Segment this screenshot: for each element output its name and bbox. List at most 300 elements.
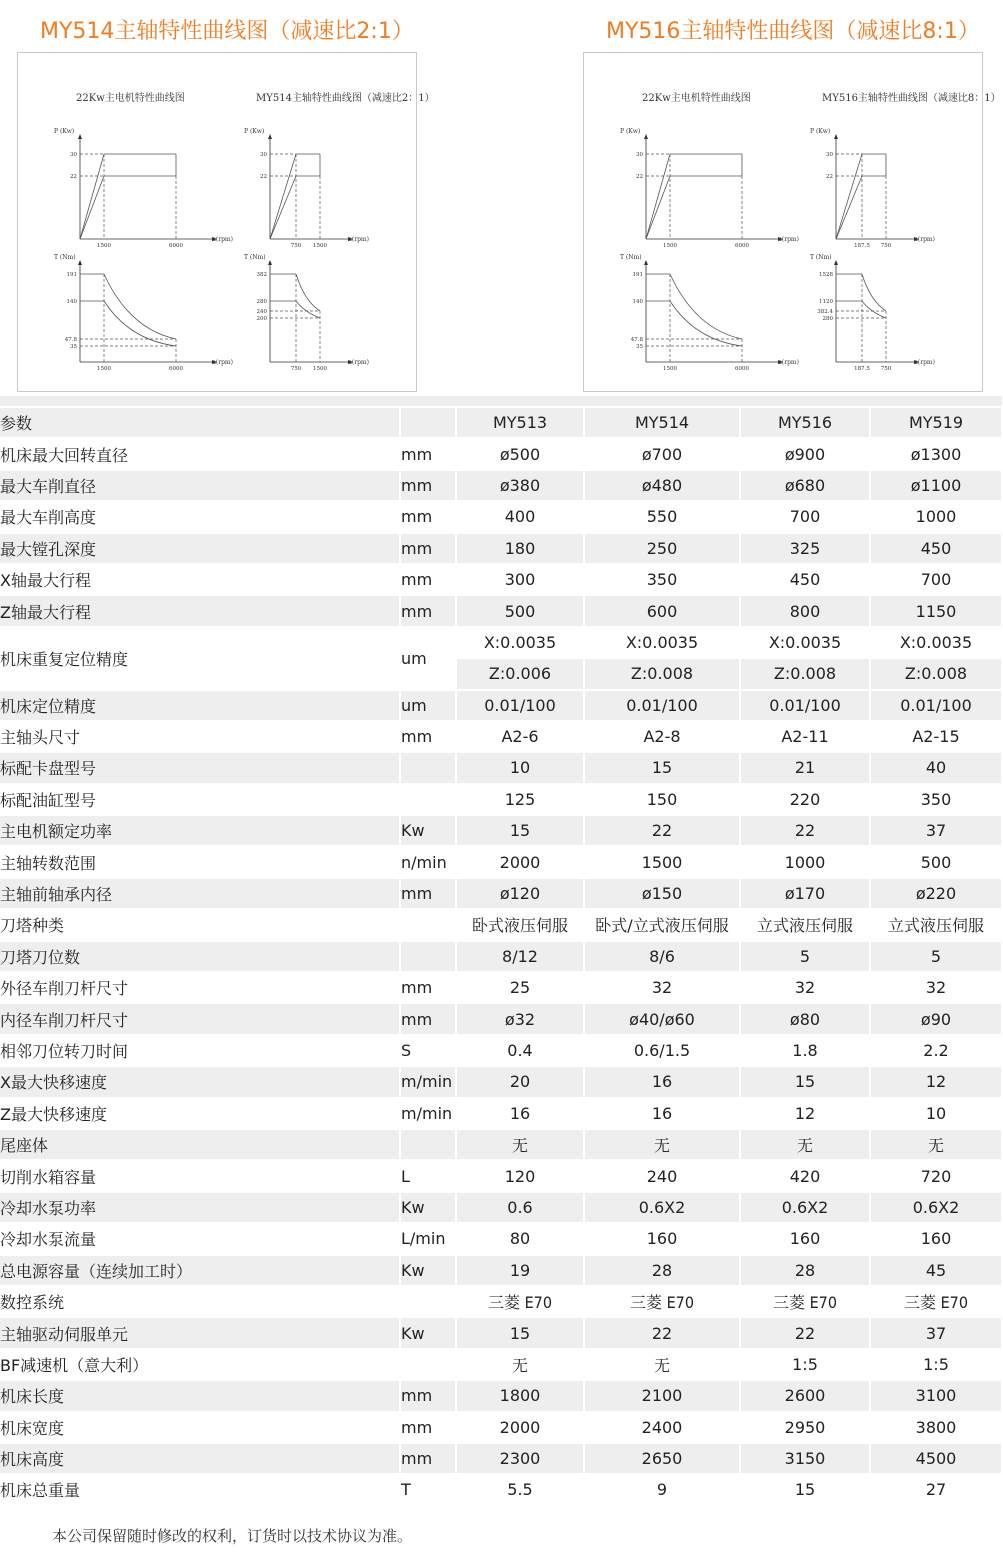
y-tick-label: 191 xyxy=(632,272,643,278)
table-row xyxy=(0,909,1002,940)
param-value: 0.6 xyxy=(456,1192,584,1223)
param-value: 5 xyxy=(870,941,1002,972)
param-value: ø900 xyxy=(740,438,870,469)
param-value: 三菱 E70 xyxy=(740,1286,870,1317)
y-tick-label: 22 xyxy=(70,174,77,180)
table-row xyxy=(0,721,1002,752)
y-tick-label: 30 xyxy=(70,152,77,158)
table-row xyxy=(0,1317,1002,1348)
param-value: 120 xyxy=(456,1160,584,1191)
param-value: 700 xyxy=(870,564,1002,595)
param-value: 立式液压伺服 xyxy=(870,909,1002,940)
table-row xyxy=(0,784,1002,815)
param-value: 180 xyxy=(456,533,584,564)
param-name: 刀塔刀位数 xyxy=(0,941,400,972)
param-value: 三菱 E70 xyxy=(870,1286,1002,1317)
param-name: 最大车削直径 xyxy=(0,470,400,501)
param-unit: mm xyxy=(400,1380,456,1411)
param-name: 最大车削高度 xyxy=(0,501,400,532)
y-tick-label: 22 xyxy=(636,174,643,180)
chart-panel-svg xyxy=(18,53,435,391)
param-value: 2000 xyxy=(456,846,584,877)
param-value: 15 xyxy=(584,752,740,783)
x-axis-label: n(rpm) xyxy=(914,236,935,243)
param-value: 0.6X2 xyxy=(740,1192,870,1223)
power-line-22 xyxy=(836,176,862,239)
table-row xyxy=(0,690,1002,721)
param-name: 机床总重量 xyxy=(0,1474,400,1505)
param-name: 总电源容量（连续加工时） xyxy=(0,1255,400,1286)
param-value: 15 xyxy=(456,815,584,846)
table-row xyxy=(0,1003,1002,1034)
param-unit: Kw xyxy=(400,1317,456,1348)
param-value: 37 xyxy=(870,815,1002,846)
param-value: ø1100 xyxy=(870,470,1002,501)
param-value-x: X:0.0035 xyxy=(740,627,870,658)
left-chart-title: MY514主轴特性曲线图（减速比2:1） xyxy=(40,19,414,44)
param-value: 32 xyxy=(584,972,740,1003)
model-header: MY516 xyxy=(740,408,870,438)
param-value: 1:5 xyxy=(870,1349,1002,1380)
power-line-30 xyxy=(80,154,104,239)
param-value: 三菱 E70 xyxy=(456,1286,584,1317)
param-unit: Kw xyxy=(400,1192,456,1223)
y-tick-label: 280 xyxy=(822,316,833,322)
y-tick-label: 1528 xyxy=(819,272,833,278)
param-name: 机床高度 xyxy=(0,1443,400,1474)
param-name: 内径车削刀杆尺寸 xyxy=(0,1003,400,1034)
power-axis-label: P (Kw) xyxy=(810,128,831,135)
chart-title: 22Kw主电机特性曲线图 xyxy=(76,93,185,104)
param-value: 无 xyxy=(584,1129,740,1160)
model-header: MY519 xyxy=(870,408,1002,438)
param-value: 1500 xyxy=(584,846,740,877)
table-row xyxy=(0,1192,1002,1223)
param-value-z: Z:0.006 xyxy=(456,658,584,689)
param-value: 25 xyxy=(456,972,584,1003)
y-arrow xyxy=(834,134,838,139)
torque-axis-label: T (Nm) xyxy=(620,254,642,261)
table-row xyxy=(0,1255,1002,1286)
param-value: 450 xyxy=(740,564,870,595)
param-name: 机床重复定位精度 xyxy=(0,627,400,690)
param-value: 1.8 xyxy=(740,1035,870,1066)
param-value: 80 xyxy=(456,1223,584,1254)
param-name: 主轴前轴承内径 xyxy=(0,878,400,909)
param-value: 0.6/1.5 xyxy=(584,1035,740,1066)
param-unit: n/min xyxy=(400,846,456,877)
torque-curve-low xyxy=(296,301,320,318)
param-value: 22 xyxy=(740,815,870,846)
param-value: 300 xyxy=(456,564,584,595)
param-value: 12 xyxy=(740,1098,870,1129)
param-value: 0.6X2 xyxy=(584,1192,740,1223)
param-value: 无 xyxy=(584,1349,740,1380)
param-value: ø32 xyxy=(456,1003,584,1034)
param-value: 125 xyxy=(456,784,584,815)
param-value: 27 xyxy=(870,1474,1002,1505)
param-value: 800 xyxy=(740,595,870,626)
x-tick-label: 187.5 xyxy=(854,243,870,249)
param-value: 28 xyxy=(584,1255,740,1286)
param-name: 主轴头尺寸 xyxy=(0,721,400,752)
param-value: 2.2 xyxy=(870,1035,1002,1066)
table-row xyxy=(0,1349,1002,1380)
torque-curve-high xyxy=(670,274,742,339)
param-value: 21 xyxy=(740,752,870,783)
param-value: A2-6 xyxy=(456,721,584,752)
param-name: 标配卡盘型号 xyxy=(0,752,400,783)
x-tick-label: 750 xyxy=(880,243,892,249)
param-value: 325 xyxy=(740,533,870,564)
param-unit xyxy=(400,752,456,783)
param-unit: m/min xyxy=(400,1066,456,1097)
param-unit xyxy=(400,909,456,940)
power-line-30 xyxy=(646,154,670,239)
param-value: 5.5 xyxy=(456,1474,584,1505)
param-value: ø680 xyxy=(740,470,870,501)
param-value: 2950 xyxy=(740,1412,870,1443)
param-unit: mm xyxy=(400,533,456,564)
y-arrow xyxy=(78,260,82,265)
param-value: 160 xyxy=(584,1223,740,1254)
param-unit: mm xyxy=(400,1003,456,1034)
param-value: 3800 xyxy=(870,1412,1002,1443)
y-tick-label: 30 xyxy=(826,152,833,158)
param-unit: L/min xyxy=(400,1223,456,1254)
param-value: 1150 xyxy=(870,595,1002,626)
param-unit: Kw xyxy=(400,1255,456,1286)
x-tick-label: 1500 xyxy=(97,366,111,372)
param-value: 720 xyxy=(870,1160,1002,1191)
y-tick-label: 35 xyxy=(70,344,77,350)
table-row xyxy=(0,1098,1002,1129)
param-value: 12 xyxy=(870,1066,1002,1097)
param-value: 8/12 xyxy=(456,941,584,972)
param-name: 标配油缸型号 xyxy=(0,784,400,815)
y-arrow xyxy=(268,260,272,265)
param-value: 550 xyxy=(584,501,740,532)
x-tick-label: 750 xyxy=(290,366,302,372)
chart-panel-svg xyxy=(584,53,1001,391)
param-value-z: Z:0.008 xyxy=(584,658,740,689)
power-axis-label: P (Kw) xyxy=(54,128,75,135)
param-unit xyxy=(400,784,456,815)
param-unit: S xyxy=(400,1035,456,1066)
param-value: 无 xyxy=(456,1129,584,1160)
table-row xyxy=(0,1160,1002,1191)
param-name: 主轴驱动伺服单元 xyxy=(0,1317,400,1348)
table-row xyxy=(0,878,1002,909)
param-value: 10 xyxy=(456,752,584,783)
param-unit xyxy=(400,1349,456,1380)
x-axis-label: n(rpm) xyxy=(914,359,935,366)
model-header: MY514 xyxy=(584,408,740,438)
param-unit: mm xyxy=(400,501,456,532)
param-value: 420 xyxy=(740,1160,870,1191)
param-name: 机床宽度 xyxy=(0,1412,400,1443)
x-tick-label: 6000 xyxy=(735,243,749,249)
table-row xyxy=(0,1474,1002,1505)
param-unit: m/min xyxy=(400,1098,456,1129)
param-value: 220 xyxy=(740,784,870,815)
table-row xyxy=(0,752,1002,783)
chart-title: MY514主轴特性曲线图（减速比2：1） xyxy=(256,93,435,104)
param-value: 9 xyxy=(584,1474,740,1505)
param-value: 28 xyxy=(740,1255,870,1286)
param-value-x: X:0.0035 xyxy=(456,627,584,658)
param-name: Z最大快移速度 xyxy=(0,1098,400,1129)
param-name: 冷却水泵流量 xyxy=(0,1223,400,1254)
table-row xyxy=(0,1380,1002,1411)
param-value: 500 xyxy=(870,846,1002,877)
param-value: 0.4 xyxy=(456,1035,584,1066)
param-value: 无 xyxy=(870,1129,1002,1160)
y-tick-label: 35 xyxy=(636,344,643,350)
param-value: 700 xyxy=(740,501,870,532)
param-value: ø120 xyxy=(456,878,584,909)
param-value: ø170 xyxy=(740,878,870,909)
table-row xyxy=(0,972,1002,1003)
param-value: 1:5 xyxy=(740,1349,870,1380)
param-name: X最大快移速度 xyxy=(0,1066,400,1097)
param-name: 机床定位精度 xyxy=(0,690,400,721)
x-axis-label: n(rpm) xyxy=(212,359,233,366)
x-tick-label: 750 xyxy=(880,366,892,372)
table-row xyxy=(0,1223,1002,1254)
table-row xyxy=(0,815,1002,846)
param-unit: um xyxy=(400,690,456,721)
param-value: 2600 xyxy=(740,1380,870,1411)
y-tick-label: 30 xyxy=(636,152,643,158)
x-tick-label: 750 xyxy=(290,243,302,249)
param-value: 20 xyxy=(456,1066,584,1097)
x-tick-label: 1500 xyxy=(663,366,677,372)
power-line-30 xyxy=(270,154,296,239)
x-tick-label: 1500 xyxy=(97,243,111,249)
param-value: 2650 xyxy=(584,1443,740,1474)
footnote: 本公司保留随时修改的权利，订货时以技术协议为准。 xyxy=(52,1527,413,1545)
param-value: 350 xyxy=(584,564,740,595)
param-value-x: X:0.0035 xyxy=(584,627,740,658)
param-value: 2000 xyxy=(456,1412,584,1443)
power-line-30 xyxy=(836,154,862,239)
param-value: 0.01/100 xyxy=(740,690,870,721)
param-value: 5 xyxy=(740,941,870,972)
param-value: 40 xyxy=(870,752,1002,783)
x-tick-label: 6000 xyxy=(169,243,183,249)
model-header: MY513 xyxy=(456,408,584,438)
param-value: 0.01/100 xyxy=(870,690,1002,721)
param-unit: T xyxy=(400,1474,456,1505)
param-name: 相邻刀位转刀时间 xyxy=(0,1035,400,1066)
param-name: 切削水箱容量 xyxy=(0,1160,400,1191)
my514-chart-panel xyxy=(17,52,435,392)
table-row xyxy=(0,1035,1002,1066)
y-tick-label: 382 xyxy=(256,272,267,278)
param-unit: um xyxy=(400,627,456,690)
param-name: 刀塔种类 xyxy=(0,909,400,940)
param-unit: mm xyxy=(400,564,456,595)
param-value: 4500 xyxy=(870,1443,1002,1474)
param-value: 160 xyxy=(740,1223,870,1254)
param-name: 机床长度 xyxy=(0,1380,400,1411)
power-axis-label: P (Kw) xyxy=(620,128,641,135)
param-value: 16 xyxy=(584,1098,740,1129)
table-row xyxy=(0,564,1002,595)
param-value: 19 xyxy=(456,1255,584,1286)
param-name: 尾座体 xyxy=(0,1129,400,1160)
param-value: 0.01/100 xyxy=(456,690,584,721)
x-tick-label: 6000 xyxy=(735,366,749,372)
chart-title: 22Kw主电机特性曲线图 xyxy=(642,93,751,104)
table-row xyxy=(0,1286,1002,1317)
param-value: 1000 xyxy=(870,501,1002,532)
y-arrow xyxy=(644,260,648,265)
section-divider xyxy=(0,396,1002,406)
param-value: 240 xyxy=(584,1160,740,1191)
unit-header xyxy=(400,408,456,438)
param-value: 15 xyxy=(456,1317,584,1348)
param-value: 400 xyxy=(456,501,584,532)
torque-curve-low xyxy=(862,301,886,318)
param-unit: mm xyxy=(400,470,456,501)
param-value: ø500 xyxy=(456,438,584,469)
param-value: 22 xyxy=(740,1317,870,1348)
param-value: 160 xyxy=(870,1223,1002,1254)
y-tick-label: 240 xyxy=(256,309,267,315)
param-value: 16 xyxy=(456,1098,584,1129)
param-value: ø90 xyxy=(870,1003,1002,1034)
power-line-22 xyxy=(270,176,296,239)
param-value: ø220 xyxy=(870,878,1002,909)
power-axis-label: P (Kw) xyxy=(244,128,265,135)
param-value-z: Z:0.008 xyxy=(740,658,870,689)
param-value: ø150 xyxy=(584,878,740,909)
my516-chart-panel xyxy=(583,52,1001,392)
param-unit xyxy=(400,1286,456,1317)
param-value: 1000 xyxy=(740,846,870,877)
param-value: ø80 xyxy=(740,1003,870,1034)
param-unit: mm xyxy=(400,1412,456,1443)
y-tick-label: 280 xyxy=(256,299,267,305)
param-value: A2-11 xyxy=(740,721,870,752)
y-tick-label: 47.8 xyxy=(64,337,77,343)
x-axis-label: n(rpm) xyxy=(778,236,799,243)
param-unit: mm xyxy=(400,878,456,909)
y-tick-label: 47.8 xyxy=(630,337,643,343)
param-unit: Kw xyxy=(400,815,456,846)
y-tick-label: 22 xyxy=(826,174,833,180)
param-value: 无 xyxy=(456,1349,584,1380)
y-tick-label: 191 xyxy=(66,272,77,278)
param-value: 10 xyxy=(870,1098,1002,1129)
param-name: 主轴转数范围 xyxy=(0,846,400,877)
param-header: 参数 xyxy=(0,408,400,438)
param-value: 2100 xyxy=(584,1380,740,1411)
param-value: 三菱 E70 xyxy=(584,1286,740,1317)
param-unit: mm xyxy=(400,438,456,469)
y-tick-label: 140 xyxy=(66,299,77,305)
table-row xyxy=(0,941,1002,972)
param-name: 主电机额定功率 xyxy=(0,815,400,846)
param-name: Z轴最大行程 xyxy=(0,595,400,626)
table-row xyxy=(0,1443,1002,1474)
param-value: 卧式/立式液压伺服 xyxy=(584,909,740,940)
y-arrow xyxy=(268,134,272,139)
torque-axis-label: T (Nm) xyxy=(54,254,76,261)
param-name: BF减速机（意大利） xyxy=(0,1349,400,1380)
power-line-22 xyxy=(646,176,670,239)
param-value: 卧式液压伺服 xyxy=(456,909,584,940)
param-value: 450 xyxy=(870,533,1002,564)
param-value: 15 xyxy=(740,1066,870,1097)
table-row xyxy=(0,627,1002,658)
param-value: 37 xyxy=(870,1317,1002,1348)
param-unit xyxy=(400,941,456,972)
param-value: 8/6 xyxy=(584,941,740,972)
spec-table xyxy=(0,408,1003,1507)
param-value: A2-15 xyxy=(870,721,1002,752)
table-row xyxy=(0,533,1002,564)
param-value: 1800 xyxy=(456,1380,584,1411)
y-arrow xyxy=(644,134,648,139)
param-value: 15 xyxy=(740,1474,870,1505)
param-value: 0.6X2 xyxy=(870,1192,1002,1223)
param-value-x: X:0.0035 xyxy=(870,627,1002,658)
param-value: A2-8 xyxy=(584,721,740,752)
param-name: 最大镗孔深度 xyxy=(0,533,400,564)
x-axis-label: n(rpm) xyxy=(348,359,369,366)
y-arrow xyxy=(834,260,838,265)
param-value: 32 xyxy=(740,972,870,1003)
y-tick-label: 382.4 xyxy=(817,309,833,315)
torque-axis-label: T (Nm) xyxy=(244,254,266,261)
param-unit: L xyxy=(400,1160,456,1191)
param-value: ø40/ø60 xyxy=(584,1003,740,1034)
x-axis-label: n(rpm) xyxy=(212,236,233,243)
x-tick-label: 6000 xyxy=(169,366,183,372)
param-unit: mm xyxy=(400,595,456,626)
param-value: 3100 xyxy=(870,1380,1002,1411)
table-row xyxy=(0,1129,1002,1160)
table-row xyxy=(0,846,1002,877)
y-tick-label: 30 xyxy=(260,152,267,158)
param-name: 外径车削刀杆尺寸 xyxy=(0,972,400,1003)
table-row xyxy=(0,595,1002,626)
param-value: 0.01/100 xyxy=(584,690,740,721)
param-unit: mm xyxy=(400,972,456,1003)
param-value: 150 xyxy=(584,784,740,815)
param-value: 16 xyxy=(584,1066,740,1097)
table-row xyxy=(0,501,1002,532)
param-value: ø480 xyxy=(584,470,740,501)
param-value: 3150 xyxy=(740,1443,870,1474)
param-value: 2300 xyxy=(456,1443,584,1474)
param-value-z: Z:0.008 xyxy=(870,658,1002,689)
param-value: 45 xyxy=(870,1255,1002,1286)
x-tick-label: 1500 xyxy=(663,243,677,249)
param-value: 无 xyxy=(740,1129,870,1160)
param-name: 数控系统 xyxy=(0,1286,400,1317)
param-value: ø380 xyxy=(456,470,584,501)
param-unit: mm xyxy=(400,721,456,752)
chart-title: MY516主轴特性曲线图（减速比8：1） xyxy=(822,93,1001,104)
x-axis-label: n(rpm) xyxy=(778,359,799,366)
param-value: 600 xyxy=(584,595,740,626)
param-value: ø700 xyxy=(584,438,740,469)
param-name: 冷却水泵功率 xyxy=(0,1192,400,1223)
